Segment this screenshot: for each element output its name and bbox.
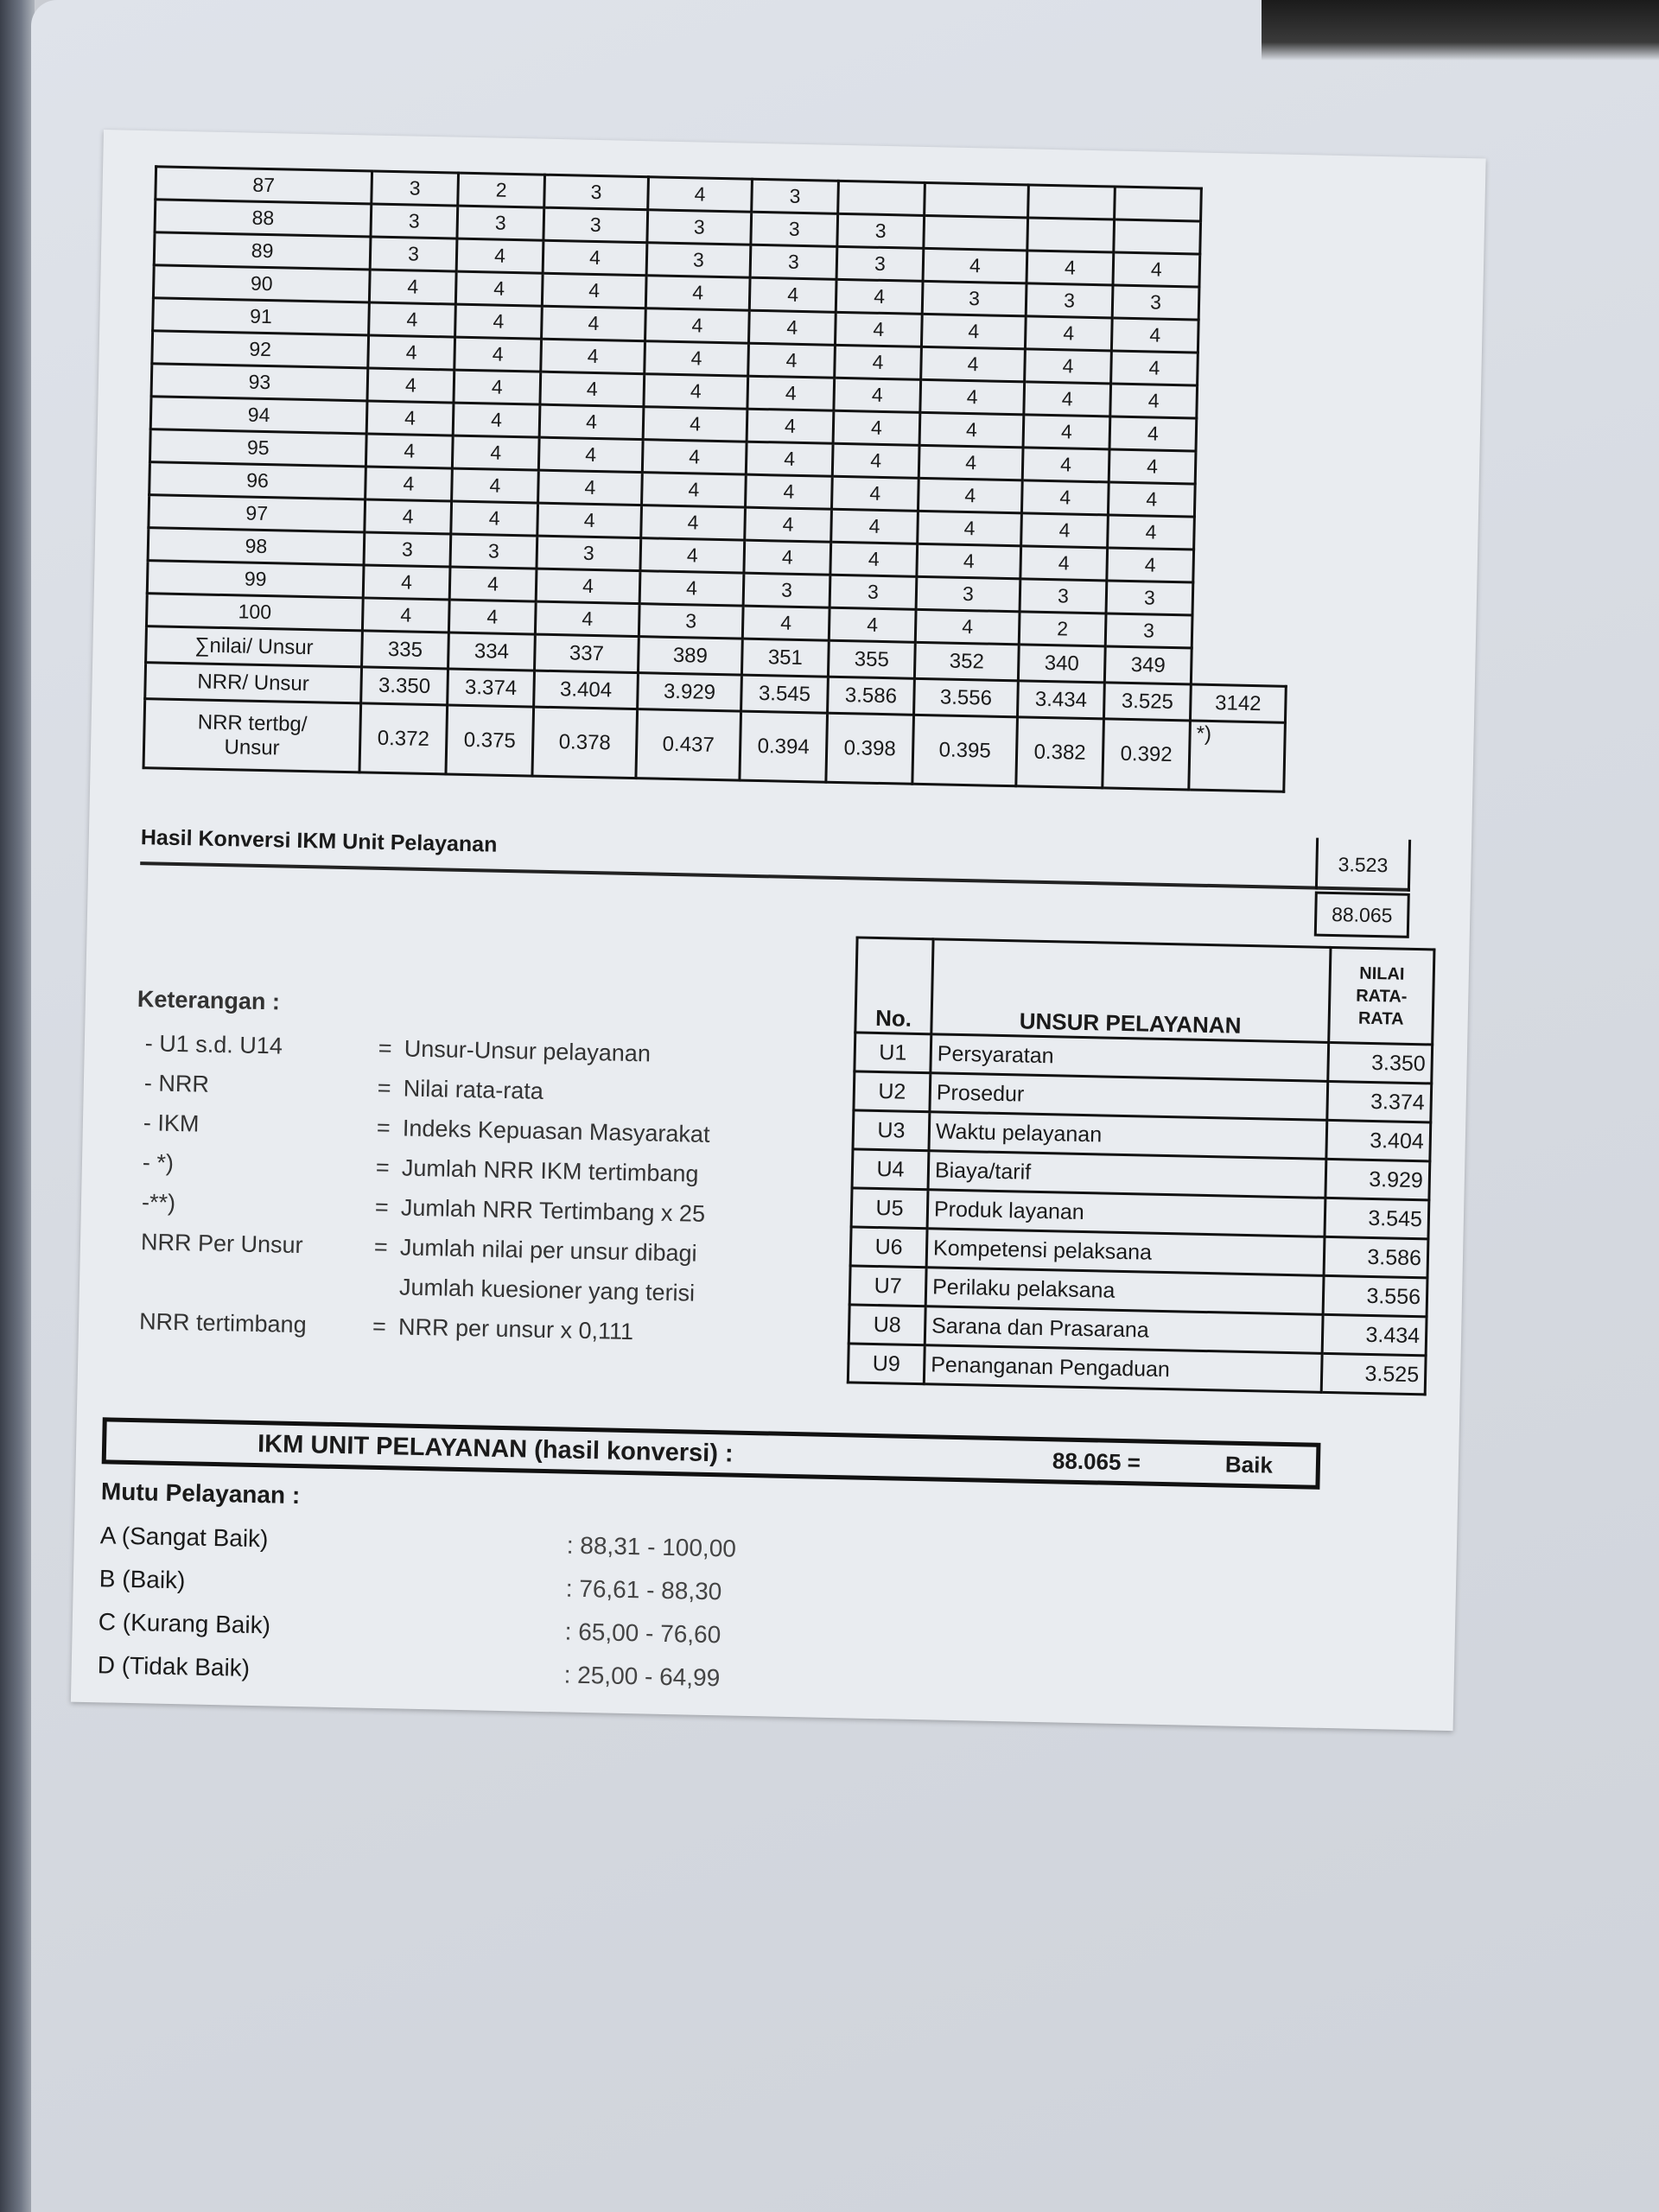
unsur-value: 3.586 — [1324, 1236, 1428, 1278]
separator: = — [378, 1034, 392, 1061]
score-cell: 4 — [833, 410, 920, 445]
score-cell: 4 — [748, 343, 836, 378]
score-cell: 4 — [368, 335, 455, 370]
score-cell: 4 — [645, 308, 750, 344]
score-cell: 4 — [832, 443, 919, 478]
description: Unsur-Unsur pelayanan — [404, 1035, 652, 1066]
score-cell — [1115, 187, 1202, 221]
score-cell: 4 — [749, 277, 836, 312]
score-cell: 4 — [921, 314, 1026, 349]
empty-cell — [1194, 517, 1290, 551]
nrr-cell: 3.929 — [638, 673, 742, 712]
hasil-label: Hasil Konversi IKM Unit Pelayanan — [140, 824, 498, 857]
score-cell: 4 — [367, 368, 454, 403]
score-cell: 4 — [455, 304, 543, 339]
score-cell: 4 — [454, 337, 542, 372]
score-cell: 4 — [744, 540, 831, 575]
empty-cell — [1192, 615, 1287, 650]
score-cell: 3 — [916, 576, 1020, 612]
keterangan-title: Keterangan : — [137, 986, 281, 1015]
mutu-grade: D (Tidak Baik) — [97, 1651, 251, 1681]
score-cell: 4 — [1109, 449, 1196, 484]
unsur-no: U7 — [849, 1266, 926, 1306]
score-cell: 4 — [542, 306, 646, 341]
score-cell: 3 — [370, 237, 457, 271]
unsur-value: 3.434 — [1322, 1314, 1427, 1356]
score-cell: 3 — [543, 207, 648, 243]
score-cell: 3 — [457, 206, 544, 240]
sum-cell: 352 — [914, 642, 1019, 681]
ikm-score: 88.065 = — [1052, 1446, 1141, 1475]
score-cell: 4 — [1021, 480, 1109, 515]
weighted-note: *) — [1189, 721, 1286, 791]
sum-cell: 334 — [448, 632, 536, 671]
score-cell: 3 — [646, 243, 751, 278]
score-cell: 4 — [369, 270, 456, 304]
binder-edge — [0, 0, 35, 2212]
score-cell: 3 — [1112, 285, 1199, 320]
score-cell: 4 — [451, 501, 538, 536]
description: NRR per unsur x 0,111 — [397, 1313, 634, 1344]
score-cell: 4 — [453, 403, 540, 437]
score-cell: 3 — [364, 532, 451, 567]
description: Jumlah NRR IKM tertimbang — [401, 1154, 699, 1187]
score-cell: 4 — [543, 240, 647, 276]
score-cell: 3 — [1105, 613, 1192, 648]
nrr-total: 3142 — [1190, 684, 1286, 722]
unsur-name: Prosedur — [930, 1073, 1328, 1121]
empty-cell — [1196, 418, 1292, 453]
unsur-name: Perilaku pelaksana — [925, 1268, 1324, 1315]
sum-cell: 351 — [741, 639, 829, 677]
hasil-value: 88.065 — [1314, 892, 1410, 938]
term: -**) — [141, 1188, 176, 1216]
score-cell: 4 — [1020, 546, 1108, 581]
unsur-value: 3.404 — [1326, 1120, 1431, 1161]
score-cell: 4 — [455, 271, 543, 306]
weighted-cell: 0.398 — [826, 713, 914, 784]
score-cell: 4 — [1021, 513, 1109, 548]
score-cell: 4 — [1110, 384, 1198, 418]
unsur-no: U8 — [849, 1305, 925, 1345]
score-cell: 3 — [752, 179, 839, 213]
weighted-cell: 0.394 — [740, 711, 828, 782]
nrr-cell: 3.586 — [828, 677, 915, 715]
respondent-no: 94 — [150, 397, 367, 434]
weighted-cell: 0.392 — [1103, 719, 1191, 790]
respondent-no: 97 — [149, 495, 365, 532]
respondent-no: 98 — [148, 528, 365, 565]
score-cell: 4 — [917, 543, 1021, 579]
unsur-value: 3.374 — [1327, 1081, 1432, 1122]
header-no: No. — [855, 938, 933, 1034]
score-cell: 3 — [647, 210, 752, 245]
ikm-grade: Baik — [1224, 1451, 1274, 1478]
score-cell: 2 — [458, 173, 545, 207]
respondent-no: 100 — [146, 594, 363, 631]
empty-cell — [1199, 254, 1295, 289]
nrr-cell: 3.545 — [741, 675, 829, 713]
ikm-label: IKM UNIT PELAYANAN (hasil konversi) : — [257, 1429, 734, 1468]
score-cell: 3 — [450, 534, 537, 569]
score-cell: 4 — [542, 273, 646, 308]
score-cell: 4 — [1025, 349, 1112, 384]
sum-cell: 349 — [1104, 646, 1192, 684]
score-cell: 4 — [452, 435, 539, 470]
score-cell — [1028, 185, 1116, 219]
unsur-table — [847, 936, 1436, 1395]
score-cell: 4 — [639, 571, 744, 607]
separator: = — [375, 1154, 391, 1180]
score-cell: 4 — [448, 600, 536, 634]
score-cell: 3 — [372, 171, 459, 206]
unsur-no: U9 — [848, 1344, 925, 1384]
score-cell: 3 — [1026, 283, 1113, 318]
mutu-title: Mutu Pelayanan : — [100, 1478, 301, 1510]
mutu-grade: C (Kurang Baik) — [98, 1608, 271, 1639]
score-cell: 4 — [1111, 318, 1198, 353]
score-cell: 3 — [922, 281, 1027, 316]
score-cell: 4 — [918, 445, 1023, 480]
score-cell: 4 — [538, 437, 643, 473]
score-cell: 4 — [454, 370, 541, 404]
score-cell: 4 — [921, 346, 1026, 382]
weighted-cell: 0.375 — [446, 705, 534, 776]
respondent-no: 89 — [154, 232, 371, 270]
score-cell: 4 — [1024, 382, 1111, 416]
nrr-cell: 3.525 — [1103, 683, 1191, 721]
term: - NRR — [143, 1069, 210, 1097]
score-cell: 3 — [371, 204, 458, 238]
score-cell: 4 — [539, 404, 644, 440]
score-cell: 4 — [642, 440, 747, 475]
score-cell: 4 — [748, 310, 836, 345]
description: Indeks Kepuasan Masyarakat — [402, 1115, 710, 1147]
score-cell: 4 — [831, 509, 918, 543]
unsur-name: Waktu pelayanan — [929, 1112, 1327, 1160]
sum-cell: 355 — [828, 640, 915, 678]
unsur-no: U5 — [851, 1188, 928, 1229]
sum-cell: 389 — [638, 637, 742, 676]
mutu-grade: B (Baik) — [99, 1565, 186, 1594]
score-cell: 4 — [363, 565, 450, 600]
score-cell: 4 — [831, 476, 918, 511]
score-cell: 3 — [1106, 581, 1193, 615]
nrr-cell: 3.556 — [914, 678, 1019, 717]
score-cell: 4 — [1111, 351, 1198, 385]
score-table-body — [143, 167, 1296, 791]
empty-cell — [1191, 648, 1287, 686]
hasil-konversi-row — [140, 813, 1411, 892]
respondent-no: 91 — [153, 298, 370, 335]
score-cell: 3 — [544, 175, 649, 210]
score-cell: 4 — [365, 499, 452, 534]
score-cell: 4 — [537, 503, 642, 538]
sum-cell: 340 — [1018, 645, 1105, 683]
score-cell: 4 — [746, 442, 833, 476]
score-cell — [1027, 218, 1115, 252]
unsur-no: U2 — [854, 1071, 931, 1112]
score-cell: 4 — [540, 372, 645, 407]
empty-cell — [1194, 484, 1290, 518]
mutu-range: : 25,00 - 64,99 — [563, 1661, 721, 1692]
mutu-range: : 65,00 - 76,60 — [564, 1618, 721, 1649]
nrr-cell: 3.374 — [448, 669, 535, 707]
empty-cell — [1195, 451, 1291, 486]
score-cell: 4 — [643, 407, 747, 442]
term: - *) — [142, 1148, 175, 1176]
respondent-no: 95 — [149, 429, 366, 467]
score-cell: 4 — [645, 341, 749, 377]
description: Jumlah NRR Tertimbang x 25 — [400, 1193, 706, 1227]
score-cell: 4 — [919, 412, 1024, 448]
score-cell — [925, 182, 1029, 218]
empty-cell — [1200, 221, 1296, 256]
term: NRR Per Unsur — [140, 1228, 303, 1258]
separator: = — [377, 1074, 391, 1101]
respondent-no: 88 — [155, 200, 372, 237]
unsur-name: Sarana dan Prasarana — [925, 1306, 1323, 1354]
score-cell — [1114, 219, 1201, 254]
score-cell: 4 — [645, 276, 750, 311]
unsur-name: Biaya/tarif — [928, 1151, 1326, 1198]
ikm-result-box — [102, 1417, 1321, 1490]
score-cell: 4 — [1022, 448, 1109, 482]
score-cell: 4 — [1023, 415, 1110, 449]
score-cell: 4 — [362, 598, 449, 632]
respondent-no: 87 — [156, 167, 372, 204]
unsur-name: Produk layanan — [927, 1190, 1325, 1237]
mutu-section — [97, 1478, 879, 1703]
respondent-no: 90 — [153, 265, 370, 302]
score-table — [143, 165, 1298, 793]
score-cell: 4 — [452, 468, 539, 503]
header-unsur: UNSUR PELAYANAN — [931, 939, 1331, 1043]
weighted-cell: 0.395 — [912, 715, 1018, 785]
nrr-cell: 3.404 — [534, 671, 639, 709]
header-nilai: NILAI RATA- RATA — [1329, 947, 1434, 1044]
weighted-cell: 0.382 — [1016, 717, 1104, 788]
score-cell: 4 — [830, 542, 918, 576]
score-cell: 4 — [746, 474, 833, 509]
unsur-value: 3.929 — [1325, 1159, 1430, 1200]
score-cell: 4 — [1109, 416, 1197, 451]
empty-cell — [1198, 287, 1294, 321]
score-cell: 4 — [835, 312, 922, 346]
score-cell: 4 — [747, 409, 834, 443]
score-cell: 3 — [830, 575, 917, 609]
score-cell: 4 — [535, 601, 639, 637]
weighted-label — [143, 699, 361, 772]
score-cell: 4 — [644, 374, 748, 410]
score-cell: 3 — [837, 213, 925, 248]
score-cell: 4 — [1108, 482, 1195, 517]
score-cell: 4 — [365, 434, 453, 468]
score-cell: 3 — [1020, 579, 1107, 613]
unsur-value: 3.525 — [1321, 1353, 1426, 1395]
mutu-range: : 76,61 - 88,30 — [565, 1574, 722, 1605]
score-cell: 3 — [751, 212, 838, 246]
score-cell: 4 — [536, 569, 640, 604]
respondent-no: 93 — [151, 364, 368, 401]
score-cell: 4 — [366, 401, 454, 435]
score-cell — [924, 215, 1028, 251]
sum-label: ∑nilai/ Unsur — [146, 626, 363, 667]
score-cell: 4 — [1027, 251, 1114, 285]
nrr-cell: 3.350 — [361, 667, 448, 705]
weighted-cell: 0.378 — [532, 707, 638, 778]
nrr-label: NRR/ Unsur — [145, 663, 362, 703]
description: Jumlah kuesioner yang terisi — [398, 1273, 696, 1306]
keterangan-section — [113, 986, 829, 1356]
score-cell: 3 — [743, 573, 830, 607]
separator: = — [372, 1313, 387, 1339]
score-cell: 4 — [1108, 515, 1195, 550]
score-cell: 4 — [641, 505, 746, 541]
term — [114, 1281, 373, 1287]
score-cell: 3 — [836, 246, 924, 281]
score-cell: 4 — [834, 378, 921, 412]
score-cell: 4 — [923, 248, 1027, 283]
weighted-cell: 0.437 — [636, 709, 741, 780]
score-cell: 4 — [835, 345, 922, 379]
empty-cell — [1198, 353, 1294, 387]
term: - U1 s.d. U14 — [144, 1029, 283, 1059]
score-cell: 4 — [742, 606, 830, 640]
description: Nilai rata-rata — [403, 1075, 544, 1104]
description: Jumlah nilai per unsur dibagi — [399, 1233, 697, 1267]
score-cell: 4 — [836, 279, 923, 314]
empty-cell — [1192, 582, 1288, 617]
score-cell: 4 — [747, 376, 835, 410]
score-cell: 4 — [918, 478, 1022, 513]
score-cell: 4 — [918, 511, 1022, 546]
score-cell — [838, 181, 925, 215]
unsur-value: 3.350 — [1328, 1042, 1433, 1084]
score-cell: 3 — [639, 604, 743, 639]
empty-cell — [1201, 188, 1297, 223]
weighted-label-line-1: NRR tertbg/ — [197, 709, 308, 736]
respondent-no: 99 — [147, 561, 364, 598]
sum-cell: 337 — [534, 634, 639, 673]
term: - IKM — [143, 1109, 200, 1137]
unsur-no: U3 — [853, 1110, 930, 1151]
score-cell: 4 — [640, 538, 745, 574]
empty-cell — [1193, 550, 1289, 584]
empty-cell — [1197, 385, 1293, 420]
unsur-no: U1 — [855, 1033, 931, 1073]
score-cell: 4 — [1107, 548, 1194, 582]
empty-cell — [1198, 320, 1294, 354]
separator: = — [373, 1233, 389, 1260]
score-cell: 3 — [750, 245, 837, 279]
score-cell: 4 — [829, 607, 916, 642]
score-cell: 4 — [915, 609, 1020, 645]
score-cell: 4 — [538, 470, 643, 505]
document-sheet — [71, 130, 1486, 1731]
unsur-name: Persyaratan — [931, 1034, 1329, 1082]
score-cell: 4 — [449, 567, 537, 601]
sum-cell: 335 — [362, 631, 449, 669]
respondent-no: 96 — [149, 462, 366, 499]
background-object — [1262, 0, 1659, 60]
unsur-value: 3.556 — [1323, 1275, 1427, 1317]
score-cell: 4 — [1025, 316, 1112, 351]
score-cell: 4 — [642, 473, 747, 508]
term: NRR tertimbang — [138, 1307, 307, 1338]
nrr-cell: 3.434 — [1017, 681, 1104, 719]
score-cell: 4 — [648, 177, 753, 213]
unsur-header-row — [855, 938, 1434, 1045]
score-cell: 4 — [920, 379, 1025, 415]
unsur-name: Penanganan Pengaduan — [924, 1345, 1322, 1393]
score-cell: 4 — [541, 339, 645, 374]
mutu-grade: A (Sangat Baik) — [99, 1522, 269, 1553]
weighted-cell: 0.372 — [359, 703, 448, 774]
unsur-no: U6 — [850, 1227, 927, 1268]
mutu-range: : 88,31 - 100,00 — [566, 1531, 737, 1562]
unsur-name: Kompetensi pelaksana — [926, 1229, 1325, 1276]
separator: = — [374, 1193, 390, 1220]
score-cell: 4 — [745, 507, 832, 542]
score-cell: 2 — [1019, 612, 1106, 646]
unsur-no: U4 — [852, 1149, 929, 1190]
score-cell: 4 — [365, 467, 453, 501]
separator: = — [376, 1114, 391, 1141]
unsur-value: 3.545 — [1325, 1198, 1429, 1239]
respondent-no: 92 — [152, 331, 369, 368]
weighted-total: 3.523 — [1315, 838, 1411, 892]
score-cell: 3 — [537, 536, 641, 571]
score-cell: 4 — [1113, 252, 1200, 287]
score-cell: 4 — [456, 238, 543, 273]
weighted-label-line-2: Unsur — [224, 734, 280, 760]
score-cell: 4 — [369, 302, 456, 337]
